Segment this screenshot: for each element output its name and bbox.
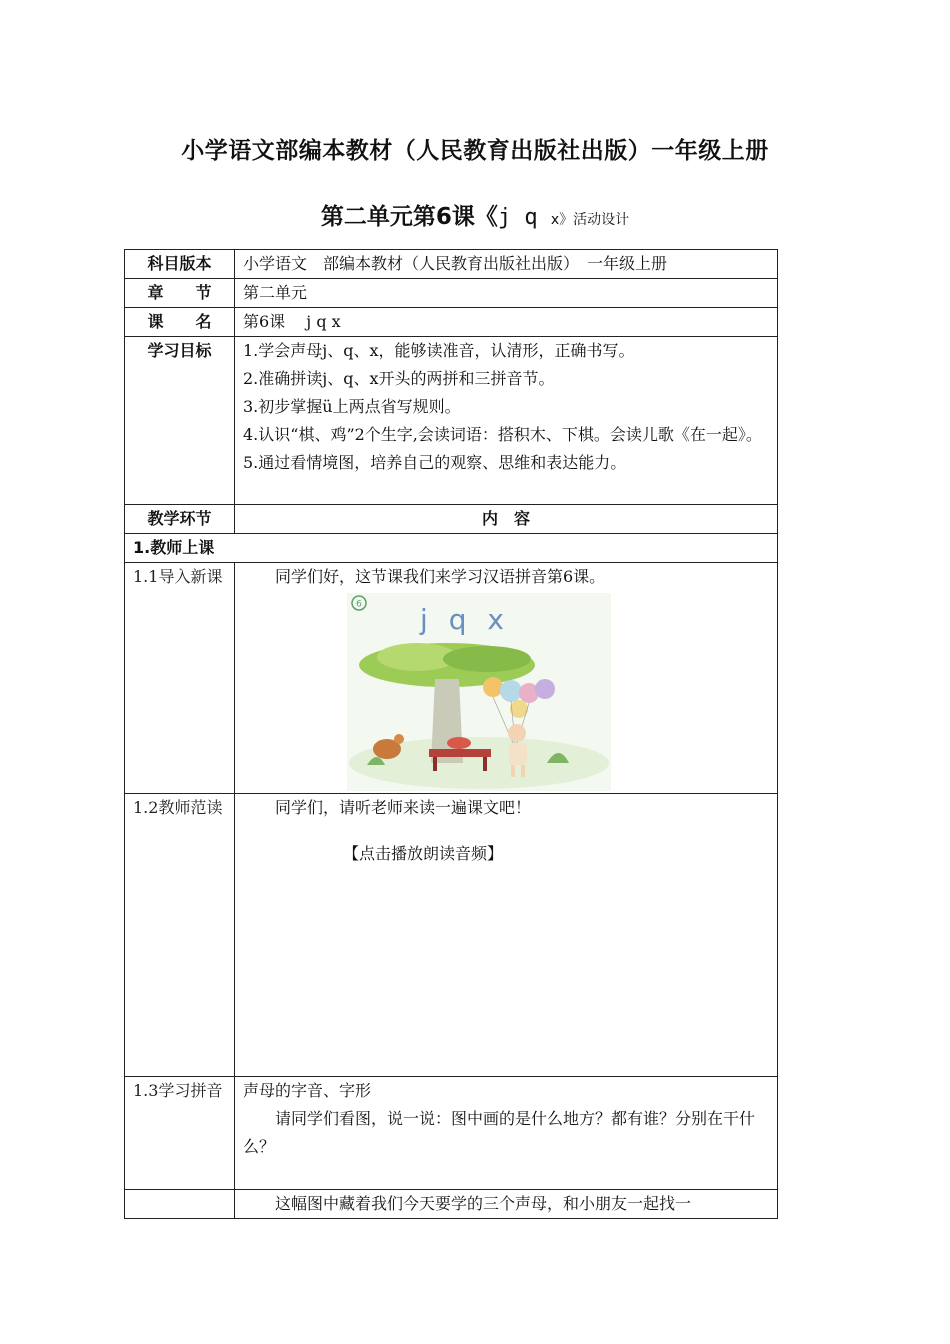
subtitle-pinyin: j q (497, 205, 551, 230)
goal-item: 5.通过看情境图，培养自己的观察、思维和表达能力。 (243, 453, 627, 472)
lesson-value: 第6课 j q x (235, 308, 778, 337)
balloon-icon (483, 677, 503, 697)
goal-item: 1.学会声母j、q、x，能够读准音，认清形，正确书写。 (243, 341, 635, 360)
balloon-icon (535, 679, 555, 699)
step-1-3-text: 请同学们看图，说一说：图中画的是什么地方？都有谁？分别在干什么？ (243, 1109, 756, 1156)
step-1-3-label: 1.3学习拼音 (125, 1077, 235, 1190)
page-title: 小学语文部编本教材（人民教育出版社出版）一年级上册 (181, 138, 769, 164)
table-icon (429, 749, 491, 757)
subtitle-prefix: 第二单元第6课《 (320, 204, 498, 230)
steps-header-label: 教学环节 (125, 505, 235, 534)
child-icon (508, 724, 526, 742)
step-1-1-label: 1.1导入新课 (125, 563, 235, 794)
lesson-label: 课 名 (125, 308, 235, 337)
step-1-2-label: 1.2教师范读 (125, 794, 235, 1077)
goals-label: 学习目标 (125, 337, 235, 505)
goal-item: 3.初步掌握ü上两点省写规则。 (243, 397, 461, 416)
subject-value: 小学语文 部编本教材（人民教育出版社出版） 一年级上册 (235, 250, 778, 279)
watermelon-icon (447, 737, 471, 749)
play-audio-link[interactable]: 【点击播放朗读音频】 (343, 844, 504, 863)
balloon-icon (500, 680, 522, 702)
step-1-1-text: 同学们好，这节课我们来学习汉语拼音第6课。 (275, 567, 606, 586)
lesson-badge: 6 (356, 599, 362, 610)
pinyin-letters: j q x (420, 603, 510, 636)
step-1-2-content (235, 794, 778, 1077)
goals-list (235, 337, 778, 505)
page-subtitle (0, 198, 950, 231)
steps-header-content: 内 容 (235, 505, 778, 534)
step-1-3-next-text: 这幅图中藏着我们今天要学的三个声母，和小朋友一起找一 (235, 1190, 778, 1219)
step-1-2-text: 同学们，请听老师来读一遍课文吧！ (275, 798, 532, 817)
step-1-3-subtitle: 声母的字音、字形 (243, 1081, 372, 1100)
lesson-table (124, 249, 778, 1219)
subtitle-suffix: x》活动设计 (550, 212, 630, 228)
chapter-label: 章 节 (125, 279, 235, 308)
subject-label: 科目版本 (125, 250, 235, 279)
step-1-3-continued-label (125, 1190, 235, 1219)
goal-item: 4.认识“棋、鸡”2个生字,会读词语：搭积木、下棋。会读儿歌《在一起》。 (243, 425, 762, 444)
step-1-3-content (235, 1077, 778, 1190)
step-1-1-content (235, 563, 778, 794)
chapter-value: 第二单元 (235, 279, 778, 308)
goal-item: 2.准确拼读j、q、x开头的两拼和三拼音节。 (243, 369, 555, 388)
illustration-svg (347, 593, 611, 791)
lesson-illustration (347, 593, 611, 791)
section-title: 1.教师上课 (125, 534, 778, 563)
